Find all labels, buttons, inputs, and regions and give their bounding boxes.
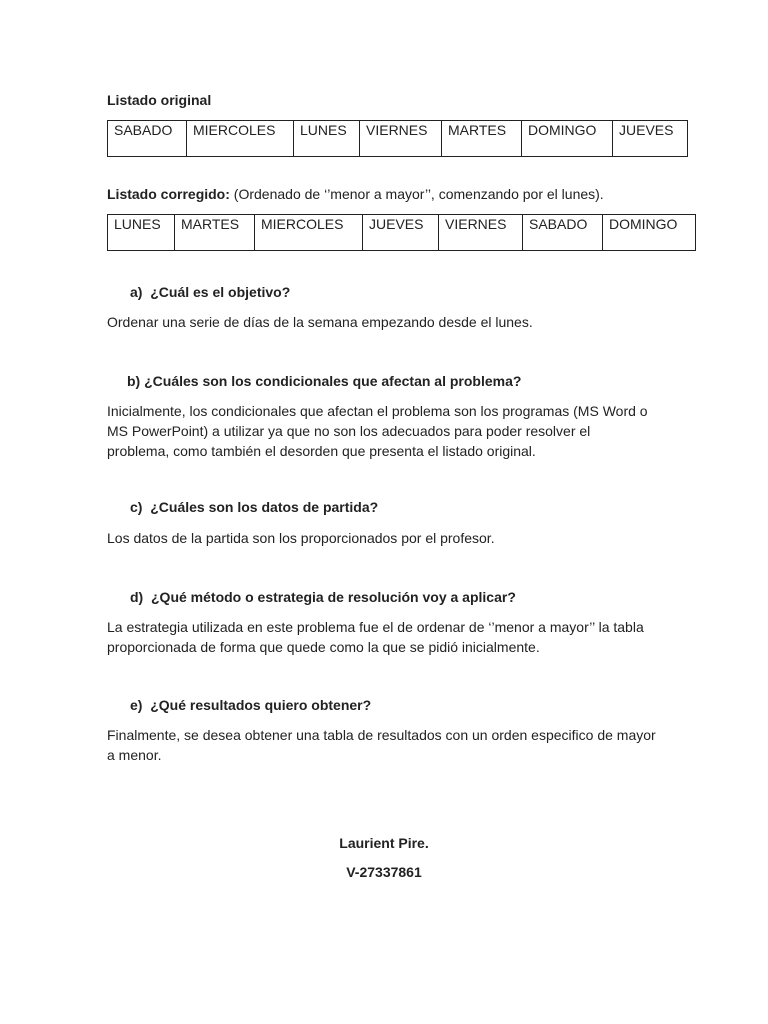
day-cell: DOMINGO [603, 215, 696, 251]
question-a [130, 284, 290, 300]
day-cell: MIERCOLES [255, 215, 363, 251]
question-c [130, 499, 378, 515]
day-cell: LUNES [108, 215, 175, 251]
author-id: V-27337861 [346, 864, 422, 880]
day-cell: MARTES [175, 215, 255, 251]
day-cell: LUNES [294, 121, 360, 157]
day-cell: DOMINGO [522, 121, 613, 157]
day-cell: SABADO [108, 121, 187, 157]
question-text: ¿Cuáles son los datos de partida? [150, 499, 379, 515]
day-cell: JUEVES [363, 215, 439, 251]
day-cell: VIERNES [360, 121, 442, 157]
day-cell: MIERCOLES [187, 121, 294, 157]
day-cell: JUEVES [613, 121, 688, 157]
answer-c: Los datos de la partida son los proporcionados por el profesor. [107, 530, 495, 546]
corrected-list-note: (Ordenado de ‘’menor a mayor’’, comenzando por el lunes). [229, 186, 604, 202]
question-d [130, 589, 516, 605]
question-label: c) [130, 499, 143, 515]
original-days-table [107, 120, 688, 157]
question-e [130, 697, 371, 713]
corrected-list-heading: Listado corregido: [107, 186, 230, 202]
author-name: Laurient Pire. [339, 835, 429, 851]
question-text: ¿Qué método o estrategia de resolución voy a aplicar? [151, 589, 516, 605]
question-text: ¿Cuál es el objetivo? [150, 284, 291, 300]
day-cell: VIERNES [439, 215, 523, 251]
answer-e: Finalmente, se desea obtener una tabla de resultados con un orden especifico de mayor a menor. [107, 727, 656, 763]
answer-b: Inicialmente, los condicionales que afectan el problema son los programas (MS Word o MS PowerPoint) a utilizar ya que no son los adecuados para poder resolver el problema, como también el desorden que presenta el listado original. [107, 403, 648, 459]
question-label: e) [130, 697, 143, 713]
corrected-days-table [107, 214, 696, 251]
question-text: ¿Qué resultados quiero obtener? [150, 697, 372, 713]
question-label: d) [130, 589, 144, 605]
question-label: b) [127, 373, 141, 389]
question-b [127, 373, 521, 389]
day-cell: SABADO [523, 215, 603, 251]
table-row [108, 215, 696, 251]
table-row [108, 121, 688, 157]
original-list-heading: Listado original [107, 92, 212, 108]
question-label: a) [130, 284, 143, 300]
day-cell: MARTES [442, 121, 522, 157]
answer-d: La estrategia utilizada en este problema fue el de ordenar de ‘’menor a mayor’’ la tabla proporcionada de forma que quede como la que se pidió inicialmente. [107, 619, 644, 655]
corrected-list-line [107, 186, 604, 202]
answer-a: Ordenar una serie de días de la semana empezando desde el lunes. [107, 314, 533, 330]
question-text: ¿Cuáles son los condicionales que afectan al problema? [144, 373, 522, 389]
